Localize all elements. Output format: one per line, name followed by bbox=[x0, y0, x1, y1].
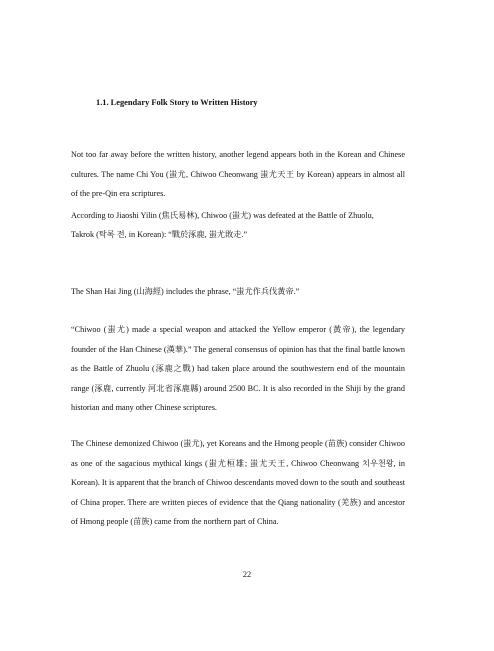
section-heading: 1.1. Legendary Folk Story to Written History bbox=[96, 98, 258, 107]
paragraph-jiaoshi-line-1: According to Jiaoshi Yilin (焦氏易林), Chiwoo (蚩尤) was defeated at the Battle of Zhuolu, bbox=[71, 211, 374, 220]
paragraph-shan-hai-jing: The Shan Hai Jing (山海經) includes the phrase, “蚩尤作兵伐黃帝.” bbox=[71, 287, 300, 296]
paragraph-jiaoshi-line-2: Takrok (탁록 전, in Korean): “戰於涿鹿, 蚩尤敗走.” bbox=[71, 230, 248, 239]
page-number: 22 bbox=[242, 570, 252, 579]
paragraph-hmong-people: The Chinese demonized Chiwoo (蚩尤), yet Koreans and the Hmong people (苗族) consider Chiwoo as one of the sagacious mythical kings (蚩尤桓雄; 蚩尤天王, Chiwoo Cheonwang 치우천왕, in Korean). It is apparent that the branch of Chiwoo descendants moved down to the south and southeast of China proper. There are written pieces of evidence that the Qiang nationality (羌族) and ancestor of Hmong people (苗族) came from the northern part of China. bbox=[71, 439, 406, 526]
paragraph-battle-of-zhuolu: “Chiwoo (蚩尤) made a special weapon and attacked the Yellow emperor (黃帝), the legendary founder of the Han Chinese (漢華).” The general consensus of opinion has that the final battle known as the Battle of Zhuolu (涿鹿之戰) had taken place around the southwestern end of the mountain range (涿鹿, currently 河北省涿鹿縣) around 2500 BC. It is also recorded in the Shiji by the grand historian and many other Chinese scriptures. bbox=[71, 325, 405, 412]
paragraph-intro: Not too far away before the written history, another legend appears both in the Korean and Chinese cultures. The name Chi You (蚩尤, Chiwoo Cheonwang 蚩尤天王 by Korean) appears in almost all of the pre-Qin era scriptures. bbox=[71, 150, 405, 198]
